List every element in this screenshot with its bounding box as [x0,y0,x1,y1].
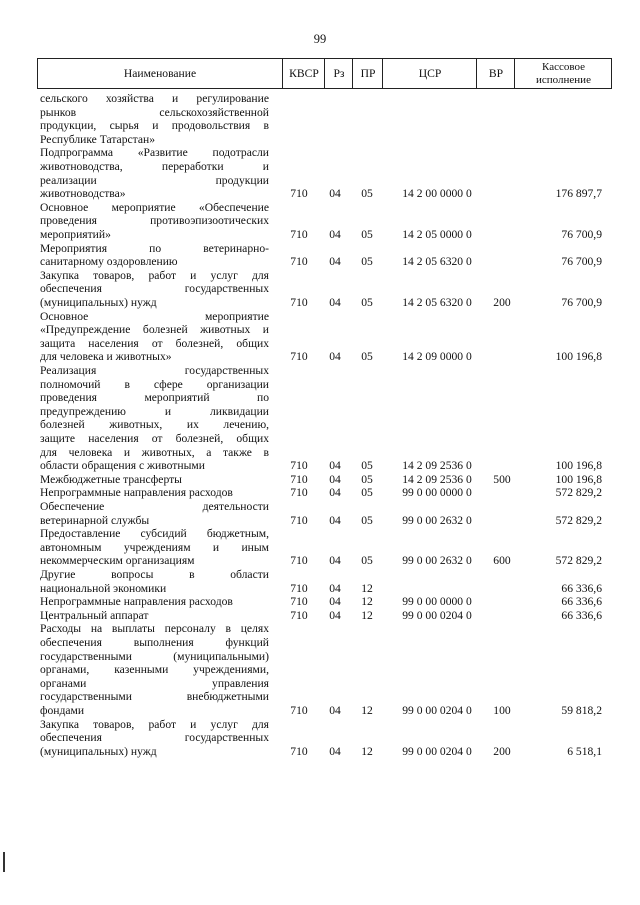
row-name [40,269,269,310]
cell-pr: 05 [361,187,373,201]
table-row [0,486,640,500]
row-name-line: санитарному оздоровлению [40,255,178,269]
table-row [0,609,640,623]
cell-sum: 100 196,8 [555,472,602,486]
row-name-line: Основное мероприятие «Обеспечение [40,200,269,214]
row-name-line: Предоставление субсидий бюджетным, [40,527,269,541]
row-name-line: для человека и животных, а также в [40,445,269,459]
row-name-line: реализации продукции [40,173,269,187]
cell-kvsr: 710 [290,459,308,473]
row-name-line: проведения мероприятий по [40,391,269,405]
row-name [40,146,269,200]
row-name-line: полномочий в сфере организации [40,377,269,391]
row-name-line: мероприятий» [40,227,111,241]
row-name-line: (муниципальных) нужд [40,295,157,309]
cell-kvsr: 710 [290,472,308,486]
table-row [0,310,640,364]
row-name-line: обеспечения выполнения функций [40,635,269,649]
row-name-line: обеспечения государственных [40,731,269,745]
cell-rz: 04 [329,595,341,609]
header-vr: ВР [476,59,515,88]
cell-kvsr: 710 [290,187,308,201]
row-name-line: Закупка товаров, работ и услуг для [40,268,269,282]
row-name [40,622,269,717]
cell-vr: 500 [493,472,511,486]
row-name [40,527,269,568]
cell-rz: 04 [329,459,341,473]
row-name-line: автономным учреждениям и иным [40,540,269,554]
cell-csr: 14 2 05 6320 0 [402,296,472,309]
cell-rz: 04 [329,350,341,364]
row-name-line: рынков сельскохозяйственной [40,105,269,119]
cell-vr: 200 [493,744,511,758]
table-row [0,269,640,310]
cell-pr: 05 [361,554,373,568]
row-name-line: «Предупреждение болезней животных и [40,323,269,337]
header-kvsr: КВСР [282,59,325,88]
table-row [0,568,640,595]
cell-pr: 05 [361,472,373,486]
row-name-line: области обращения с животными [40,459,205,473]
table-row [0,146,640,200]
cell-csr: 14 2 05 6320 0 [402,255,472,269]
cell-pr: 05 [361,350,373,364]
row-name-line: проведения противоэпизоотических [40,214,269,228]
cell-kvsr: 710 [290,581,308,595]
row-name [40,473,269,487]
cell-rz: 04 [329,296,341,309]
row-name-line: продукции, сырья и продовольствия в [40,119,269,133]
cell-kvsr: 710 [290,554,308,568]
cell-sum: 76 700,9 [561,296,602,309]
cell-sum: 572 829,2 [555,554,602,568]
cell-rz: 04 [329,608,341,622]
row-name [40,242,269,269]
cell-sum: 100 196,8 [555,459,602,473]
row-name [40,201,269,242]
row-name [40,310,269,364]
cell-csr: 14 2 00 0000 0 [402,187,472,201]
cell-csr: 99 0 00 2632 0 [402,554,472,568]
cell-pr: 12 [361,595,373,609]
cell-pr: 05 [361,486,373,500]
cell-csr: 99 0 00 0204 0 [402,744,472,758]
row-name-line: государственными (муниципальными) [40,649,269,663]
cell-rz: 04 [329,228,341,241]
header-name: Наименование [123,67,197,80]
cell-sum: 66 336,6 [561,581,602,595]
row-name-line: ветеринарной службы [40,513,150,527]
row-name-line: некоммерческим организациям [40,554,195,568]
cell-rz: 04 [329,486,341,500]
row-name [40,718,269,759]
cell-pr: 05 [361,255,373,269]
cell-rz: 04 [329,255,341,269]
row-name-line: животноводства, переработки и [40,159,269,173]
table-row [0,242,640,269]
page-number: 99 [313,32,327,46]
cell-pr: 12 [361,744,373,758]
cell-kvsr: 710 [290,350,308,364]
table-row [0,201,640,242]
header-pr: ПР [352,59,383,88]
row-name-line: обеспечения государственных [40,282,269,296]
cell-pr: 05 [361,228,373,241]
table-row [0,92,640,146]
cell-csr: 14 2 09 2536 0 [402,472,472,486]
row-name-line: предупреждению и ликвидации [40,404,269,418]
cell-vr: 100 [493,703,511,717]
row-name-line: Расходы на выплаты персоналу в целях [40,622,269,636]
row-name-line: Мероприятия по ветеринарно- [40,241,269,255]
row-name [40,595,269,609]
cell-sum: 572 829,2 [555,513,602,527]
cell-csr: 14 2 09 0000 0 [402,350,472,364]
cell-sum: 176 897,7 [555,187,602,201]
cell-vr: 200 [493,296,511,309]
cell-pr: 12 [361,608,373,622]
cell-rz: 04 [329,187,341,201]
row-name-line: защите населения от болезней, общих [40,431,269,445]
cell-pr: 12 [361,703,373,717]
cell-vr: 600 [493,554,511,568]
cell-kvsr: 710 [290,228,308,241]
row-name-line: защита населения от болезней, общих [40,336,269,350]
table-row [0,718,640,759]
cell-kvsr: 710 [290,296,308,309]
cell-rz: 04 [329,554,341,568]
cell-csr: 99 0 00 0204 0 [402,608,472,622]
row-name-line: Основное мероприятие [40,309,269,323]
cell-kvsr: 710 [290,513,308,527]
cell-pr: 05 [361,459,373,473]
row-name-line: сельского хозяйства и регулирование [40,92,269,105]
cell-sum: 76 700,9 [561,228,602,241]
cell-rz: 04 [329,581,341,595]
cell-sum: 66 336,6 [561,595,602,609]
row-name-line: (муниципальных) нужд [40,744,157,758]
row-name [40,486,269,500]
table-row [0,527,640,568]
cell-sum: 59 818,2 [561,703,602,717]
cell-pr: 05 [361,513,373,527]
header-sum: Кассовое исполнение [514,59,612,88]
row-name-line: болезней животных, их лечению, [40,418,269,432]
row-name-line: животноводства» [40,187,126,201]
cell-sum: 76 700,9 [561,255,602,269]
row-name [40,568,269,595]
row-name-line: Подпрограмма «Развитие подотрасли [40,146,269,160]
cell-kvsr: 710 [290,486,308,500]
cell-sum: 6 518,1 [567,744,602,758]
cell-kvsr: 710 [290,608,308,622]
row-name-line: Непрограммные направления расходов [40,486,233,500]
row-name-line: Обеспечение деятельности [40,500,269,513]
cell-kvsr: 710 [290,595,308,609]
row-name [40,92,269,146]
cell-sum: 100 196,8 [555,350,602,364]
cell-kvsr: 710 [290,744,308,758]
cell-csr: 14 2 09 2536 0 [402,459,472,473]
table-header [37,58,612,89]
row-name [40,500,269,527]
row-name-line: фондами [40,703,85,717]
cell-pr: 05 [361,296,373,309]
cell-kvsr: 710 [290,703,308,717]
row-name-line: Центральный аппарат [40,608,149,622]
cell-csr: 14 2 05 0000 0 [402,228,472,241]
row-name-line: Республике Татарстан» [40,132,156,146]
cell-csr: 99 0 00 0000 0 [402,486,472,500]
row-name-line: Непрограммные направления расходов [40,595,233,609]
cell-csr: 99 0 00 0000 0 [402,595,472,609]
table-row [0,622,640,717]
row-name-line: органами, казенными учреждениями, [40,663,269,677]
row-name-line: Закупка товаров, работ и услуг для [40,717,269,731]
table-row [0,473,640,487]
cell-rz: 04 [329,703,341,717]
row-name-line: Межбюджетные трансферты [40,472,182,486]
cell-sum: 66 336,6 [561,608,602,622]
row-name [40,609,269,623]
cell-kvsr: 710 [290,255,308,269]
cell-rz: 04 [329,513,341,527]
cell-rz: 04 [329,472,341,486]
cell-sum: 572 829,2 [555,486,602,500]
row-name-line: органами управления [40,676,269,690]
header-rz: Рз [324,59,353,88]
margin-mark [3,852,5,872]
row-name-line: национальной экономики [40,581,167,595]
table-row [0,364,640,473]
row-name-line: для человека и животных» [40,350,172,364]
cell-rz: 04 [329,744,341,758]
cell-pr: 12 [361,581,373,595]
table-row [0,500,640,527]
table-row [0,595,640,609]
row-name-line: государственными внебюджетными [40,690,269,704]
row-name-line: Другие вопросы в области [40,568,269,581]
row-name-line: Реализация государственных [40,364,269,377]
cell-csr: 99 0 00 0204 0 [402,703,472,717]
row-name [40,364,269,473]
header-csr: ЦСР [382,59,477,88]
cell-csr: 99 0 00 2632 0 [402,513,472,527]
